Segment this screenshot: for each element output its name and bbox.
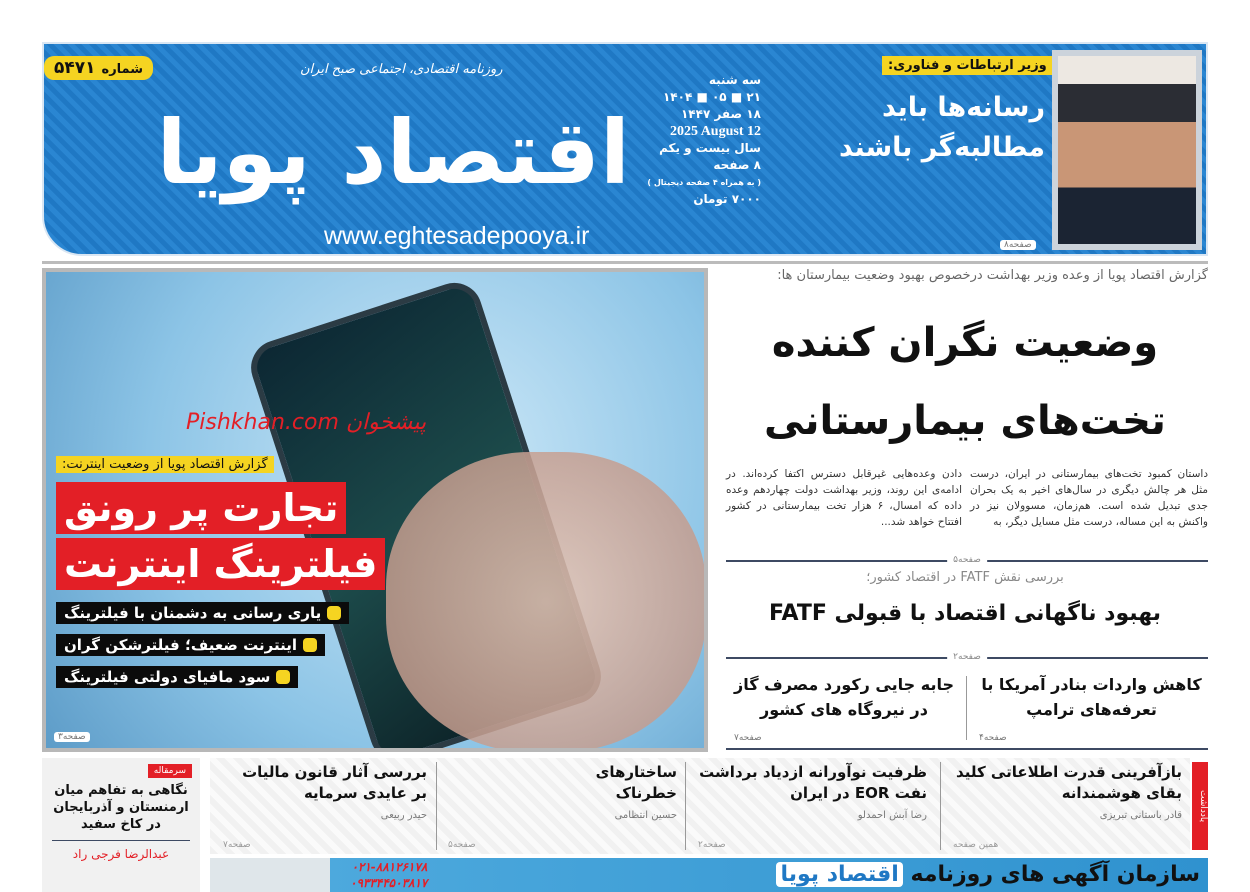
main-headline-line: تخت‌های بیمارستانی xyxy=(764,398,1166,444)
issue-number: ۵۴۷۱ xyxy=(54,58,96,78)
note-page: صفحه۲ xyxy=(698,840,726,850)
tagline: روزنامه اقتصادی، اجتماعی صبح ایران xyxy=(300,62,503,77)
weekday: سه شنبه xyxy=(708,73,761,87)
date-block xyxy=(646,72,761,208)
lead-headline-2[interactable]: فیلترینگ اینترنت xyxy=(56,538,385,590)
ad-phone: ۰۲۱-۸۸۱۲۶۱۷۸ xyxy=(351,860,428,874)
feature-kicker: وزیر ارتباطات و فناوری: xyxy=(882,56,1053,75)
ad-title-text: سازمان آگهی های روزنامه xyxy=(910,862,1200,887)
note-author: رضا آبش احمدلو xyxy=(857,810,927,821)
note-author: حسین انتظامی xyxy=(614,810,677,821)
gregorian-date: 2025 August 12 xyxy=(669,124,761,139)
lead-headline-1[interactable]: تجارت پر رونق xyxy=(56,482,346,534)
ad-phones xyxy=(350,859,427,891)
feature-headline[interactable] xyxy=(775,88,1045,168)
note-headline: بازآفرینی قدرت اطلاعاتی کلید بقای هوشمندانه xyxy=(956,763,1182,802)
price: ۷۰۰۰ تومان xyxy=(693,192,761,206)
bullet-text: اینترنت ضعیف؛ فیلترشکن گران xyxy=(64,636,297,654)
mini-story-page: صفحه۴ xyxy=(975,733,1011,743)
main-headline-line: وضعیت نگران کننده xyxy=(771,320,1159,366)
hand-illustration xyxy=(386,452,706,752)
editorial-author: عبدالرضا فرجی راد xyxy=(72,847,170,861)
mini-story-page: صفحه۷ xyxy=(730,733,766,743)
divider xyxy=(685,762,686,850)
lead-bullet xyxy=(56,666,298,688)
bullet-icon xyxy=(327,606,341,620)
note-page: همین صفحه xyxy=(953,840,999,850)
newspaper-logo: اقتصاد پویا xyxy=(156,101,630,204)
note-item[interactable] xyxy=(690,762,935,850)
main-body-right: داستان کمبود تخت‌های بیمارستانی در ایران، درست مثل هر چالش دیگری در سال‌های اخیر به یک بحران جدی تبدیل شده است. هم‌زمان، مسوولان نیز در واکنش به این مساله، درست مثل مسایل دیگر، به xyxy=(970,468,1208,528)
note-page: صفحه۷ xyxy=(223,840,251,850)
bullet-icon xyxy=(303,638,317,652)
issue-label: شماره xyxy=(101,62,144,77)
mini-story-headline[interactable]: کاهش واردات بنادر آمریکا با تعرفه‌های ترامپ xyxy=(981,675,1202,719)
minister-photo xyxy=(1052,50,1202,250)
ad-brand: اقتصاد پویا xyxy=(776,862,902,887)
main-kicker: گزارش اقتصاد پویا از وعده وزیر بهداشت درخصوص بهبود وضعیت بیمارستان ها: xyxy=(777,268,1208,283)
lead-image[interactable] xyxy=(42,268,708,752)
bullet-text: یاری رسانی به دشمنان با فیلترینگ xyxy=(64,604,322,622)
note-headline: ساختارهای خطرناک xyxy=(595,763,677,802)
divider xyxy=(436,762,437,850)
divider xyxy=(966,676,967,740)
lead-bullet xyxy=(56,602,349,624)
publication-year: سال بیست و یکم xyxy=(659,141,761,155)
editorial-box[interactable] xyxy=(42,758,200,892)
bullet-text: سود مافیای دولتی فیلترینگ xyxy=(64,668,271,686)
divider xyxy=(940,762,941,850)
ad-title xyxy=(776,860,1200,890)
ad-phone: ۰۹۳۳۴۴۵۰۳۸۱۷ xyxy=(350,876,428,890)
mini-story-headline[interactable]: جابه جایی رکورد مصرف گاز در نیروگاه های کشور xyxy=(734,675,954,719)
bullet-icon xyxy=(276,670,290,684)
note-item[interactable] xyxy=(945,762,1190,850)
fatf-headline[interactable]: بهبود ناگهانی اقتصاد با قبولی FATF xyxy=(769,601,1161,626)
lead-bullet xyxy=(56,634,325,656)
hijri-date: ۱۸ صفر ۱۴۴۷ xyxy=(680,107,761,121)
digital-pages: ( به همراه ۴ صفحه دیجیتال ) xyxy=(647,178,761,187)
fatf-kicker: بررسی نقش FATF در اقتصاد کشور؛ xyxy=(866,570,1064,585)
fatf-page-ref: صفحه۲ xyxy=(947,652,987,662)
lead-page-ref: صفحه۳ xyxy=(54,732,90,742)
main-headline[interactable] xyxy=(722,304,1208,460)
watermark: پیشخوان Pishkhan.com xyxy=(186,410,427,435)
note-page: صفحه۵ xyxy=(448,840,476,850)
feature-page-ref: صفحه۸ xyxy=(1000,240,1036,250)
note-item[interactable] xyxy=(215,762,435,850)
ad-banner[interactable] xyxy=(210,858,1208,892)
main-page-ref: صفحه۵ xyxy=(947,555,987,565)
feature-headline-line: رسانه‌ها باید xyxy=(881,92,1045,123)
main-body-left: دادن وعده‌هایی غیرقابل دسترس اکتفا کرده‌اند. در ادامه‌ی این روند، وزیر بهداشت دولت چهاردهم وعده داده که امسال، ۶ هزار تخت بیمارستانی در کشور افتتاح خواهد شد... xyxy=(726,468,962,528)
lead-kicker: گزارش اقتصاد پویا از وضعیت اینترنت: xyxy=(56,456,274,473)
note-headline: بررسی آثار قانون مالیات بر عایدی سرمایه xyxy=(242,763,427,802)
divider xyxy=(52,840,190,841)
page-count: ۸ صفحه xyxy=(713,158,761,172)
notes-tag: یادداشت xyxy=(1192,762,1208,850)
editorial-headline: نگاهی به تفاهم میان ارمنستان و آذربایجان در کاخ سفید xyxy=(53,783,189,832)
editorial-tag: سرمقاله xyxy=(148,764,192,778)
section-rule xyxy=(726,652,1208,662)
section-rule xyxy=(726,555,1208,565)
note-item[interactable] xyxy=(440,762,685,850)
issue-badge xyxy=(44,56,153,80)
feature-headline-line: مطالبه‌گر باشند xyxy=(838,132,1045,163)
note-headline: ظرفیت نوآورانه ازدیاد برداشت نفت EOR در ایران xyxy=(699,763,927,802)
note-author: قادر باستانی تبریزی xyxy=(1099,810,1182,821)
section-rule xyxy=(726,748,1208,750)
jalali-date: ۲۱ ■ ۰۵ ■ ۱۴۰۴ xyxy=(662,90,761,104)
website-url[interactable]: www.eghtesadepooya.ir xyxy=(324,222,590,250)
note-author: حیدر ربیعی xyxy=(380,810,427,821)
divider xyxy=(42,261,1208,264)
